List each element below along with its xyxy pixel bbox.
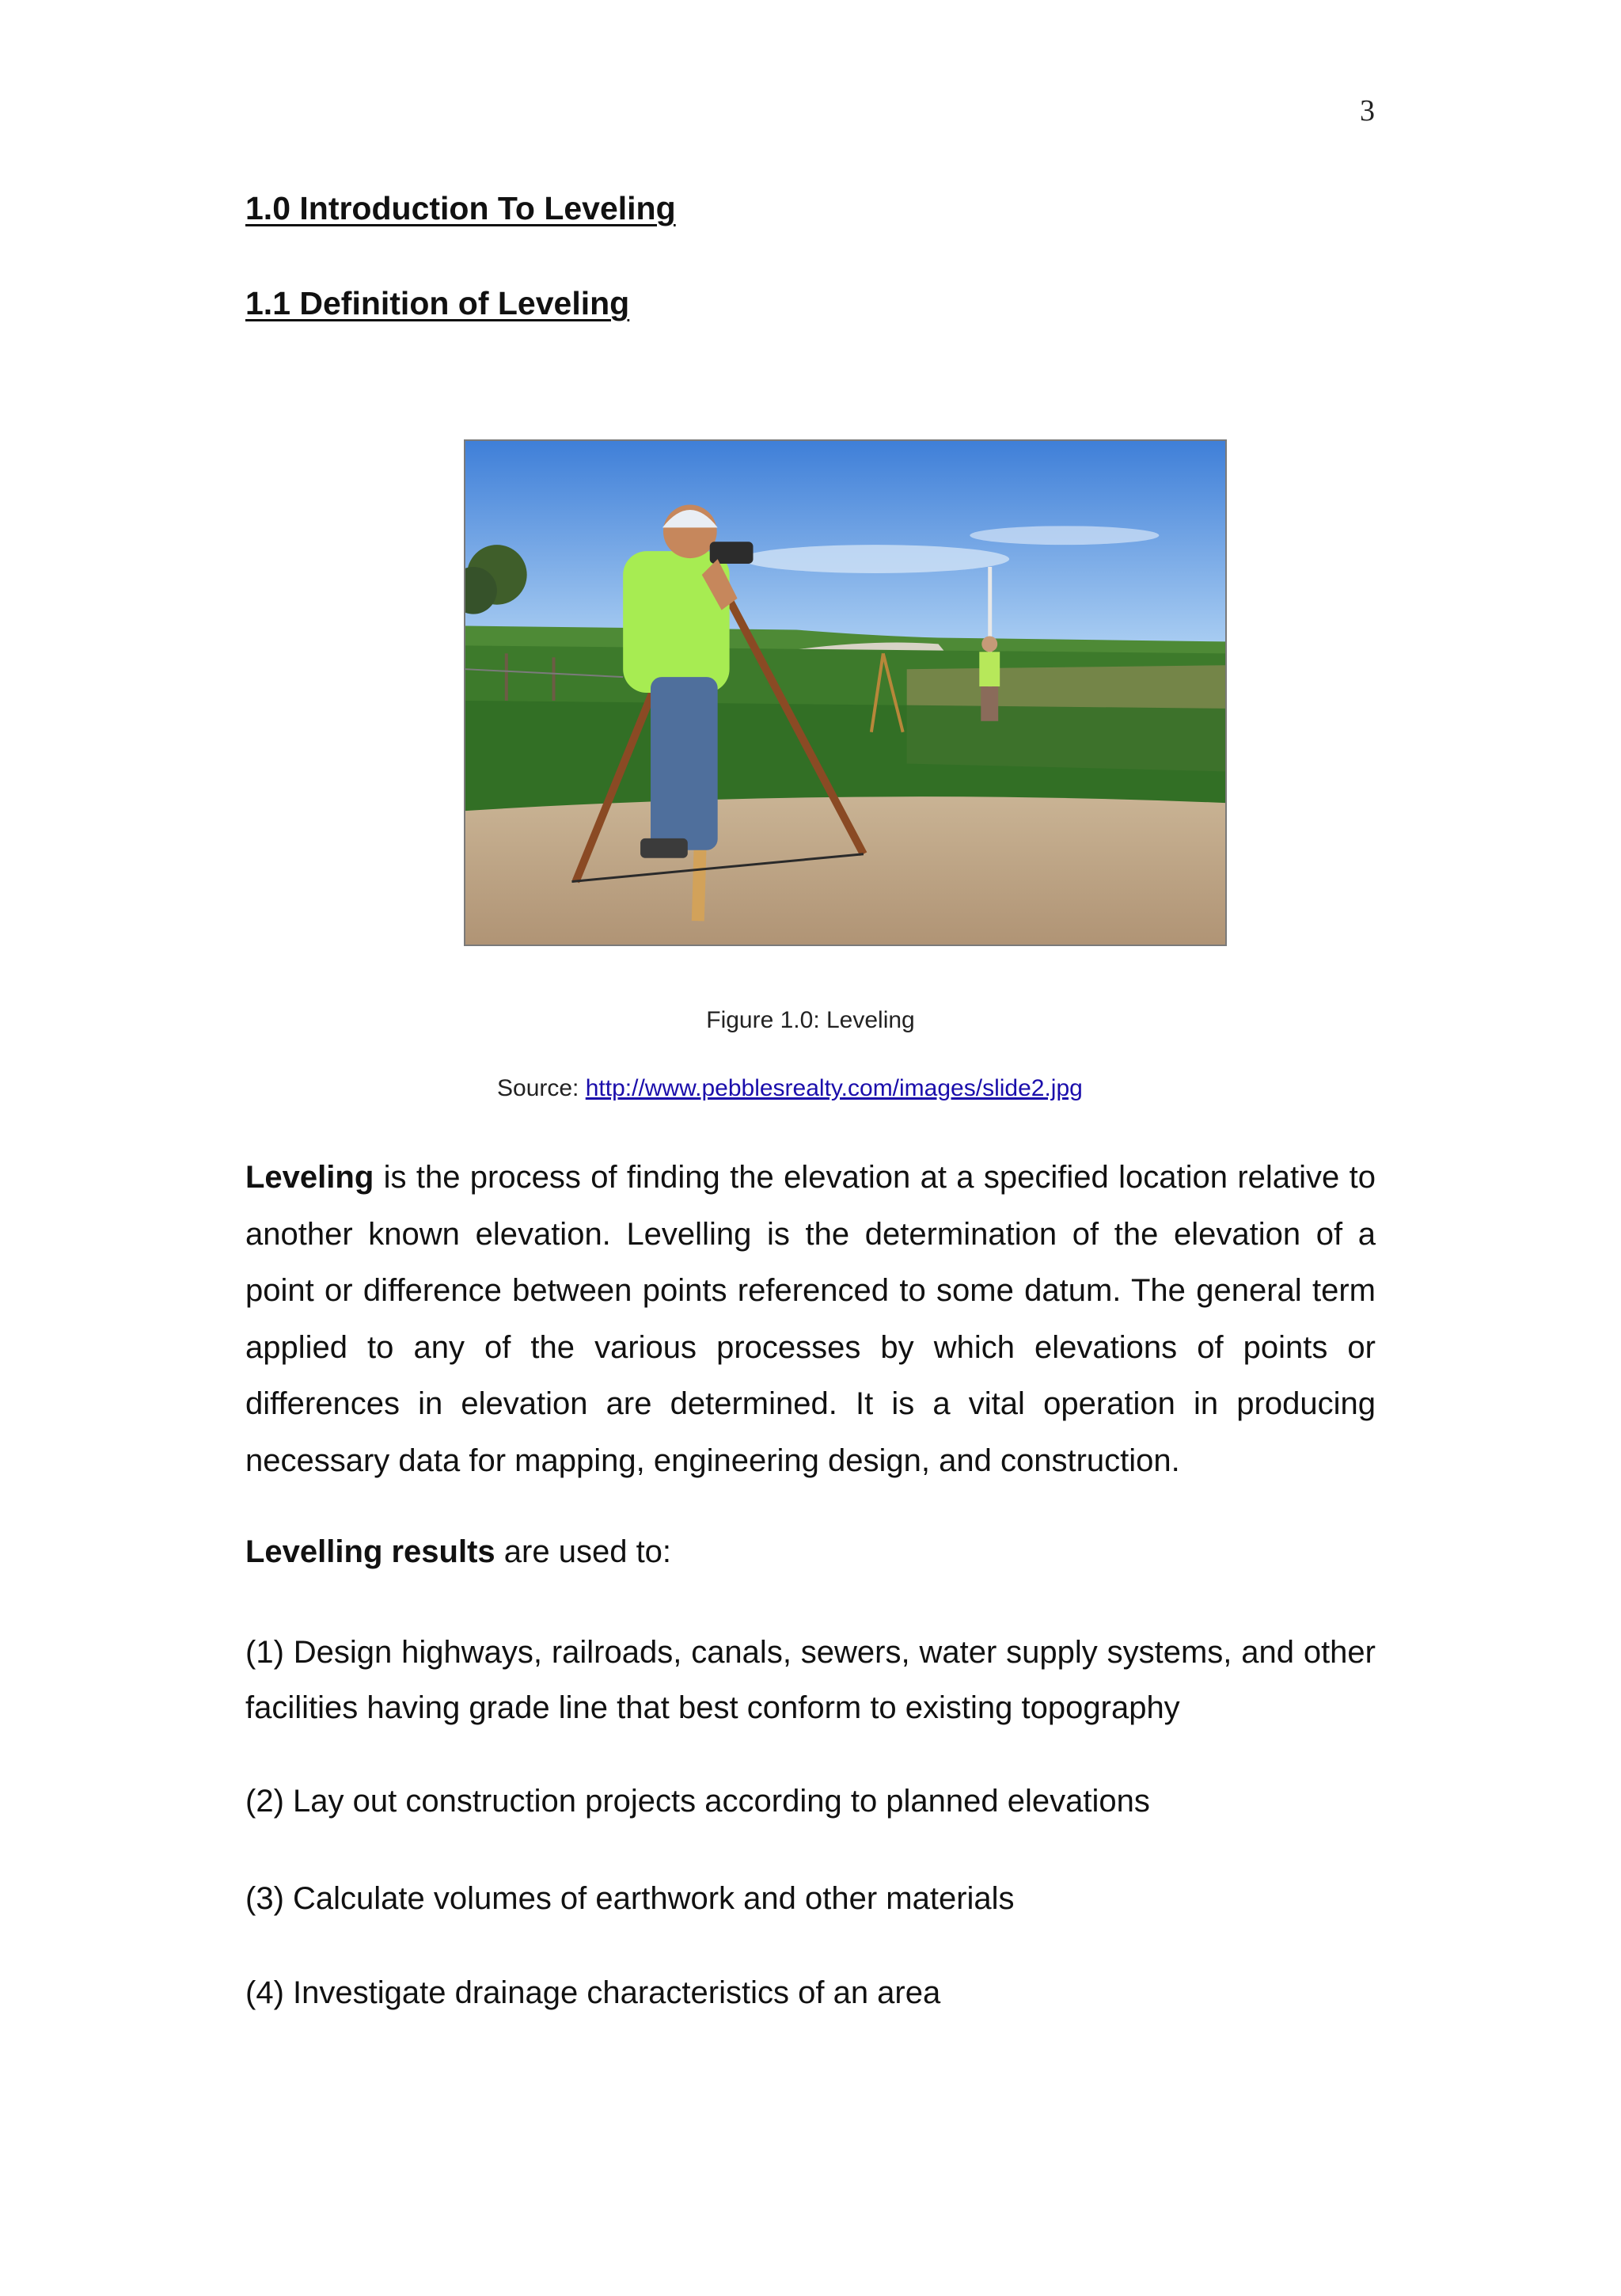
source-link[interactable]: http://www.pebblesrealty.com/images/slide2.jpg xyxy=(585,1075,1083,1101)
surveyor-illustration xyxy=(465,441,1225,945)
uses-intro xyxy=(245,1524,1376,1581)
uses-intro-text: are used to: xyxy=(495,1534,672,1569)
page-number: 3 xyxy=(1360,94,1375,127)
list-item: (1) Design highways, railroads, canals, sewers, water supply systems, and other facilities having grade line that best conform to existing topography xyxy=(245,1635,1376,1725)
definition-paragraph xyxy=(245,1150,1376,1489)
definition-text: is the process of finding the elevation at a specified location relative to another known elevation. Levelling is the determination of the elevation of a point or difference between points referenced to some datum. The general term applied to any of the various processes by which elevations of points or differences in elevation are determined. It is a vital operation in producing necessary data for mapping, engineering design, and construction. xyxy=(245,1160,1376,1478)
leveling-photo xyxy=(464,439,1227,946)
section-heading: 1.0 Introduction To Leveling xyxy=(245,190,676,226)
figure-caption-text: Figure 1.0: Leveling xyxy=(706,1007,915,1033)
figure-source xyxy=(497,1075,1083,1102)
list-item: (2) Lay out construction projects according to planned elevations xyxy=(245,1784,1150,1819)
source-label: Source: xyxy=(497,1075,579,1101)
list-item: (4) Investigate drainage characteristics of an area xyxy=(245,1975,941,2010)
uses-term: Levelling results xyxy=(245,1534,495,1569)
definition-term: Leveling xyxy=(245,1160,374,1195)
figure-caption xyxy=(0,1007,1621,1034)
list-item: (3) Calculate volumes of earthwork and other materials xyxy=(245,1881,1015,1916)
subsection-heading: 1.1 Definition of Leveling xyxy=(245,285,630,321)
